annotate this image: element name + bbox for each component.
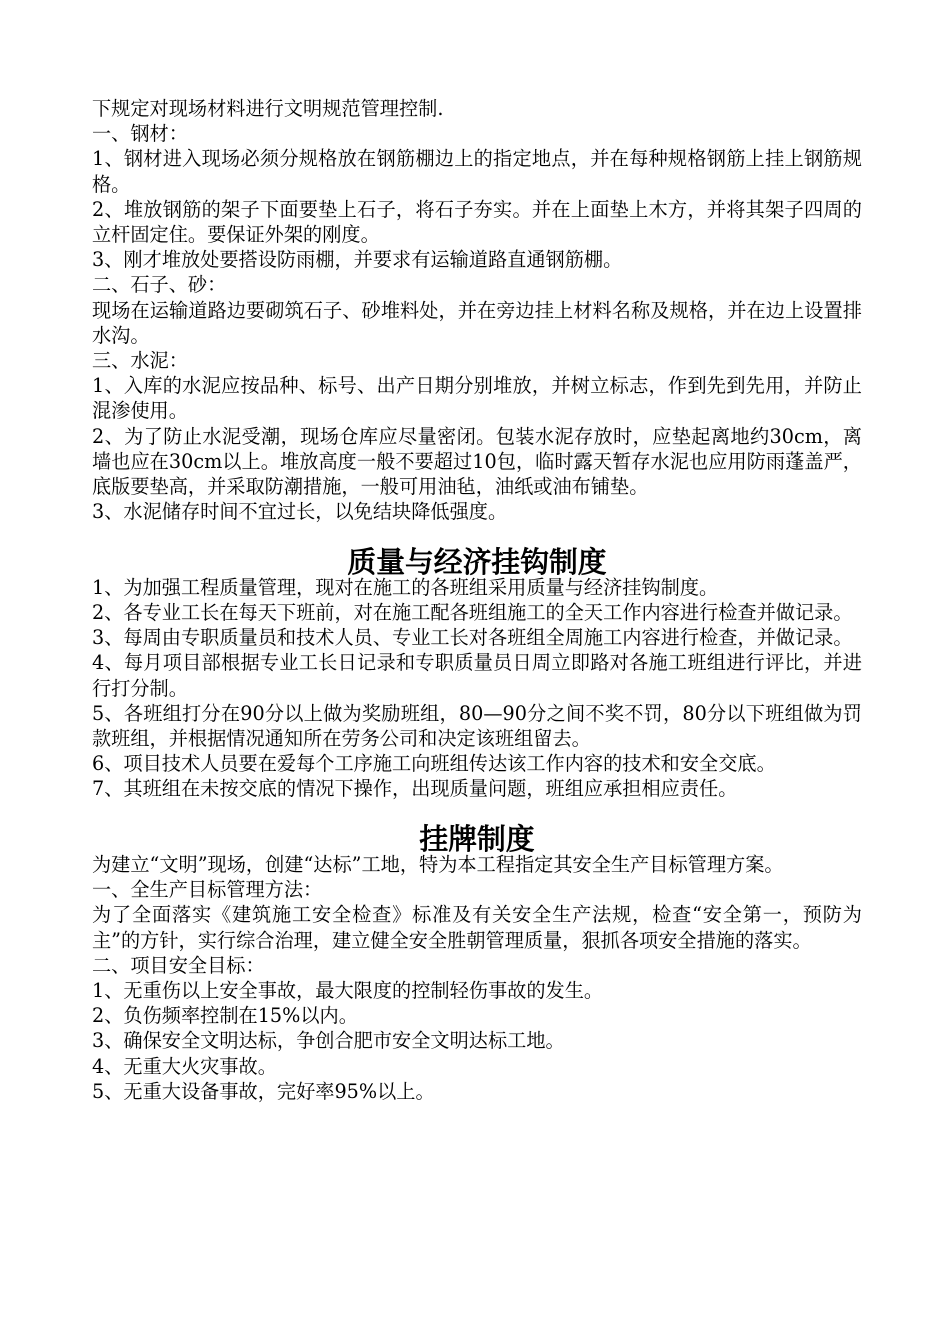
paragraph: 4、每月项目部根据专业工长日记录和专职质量员日周立即路对各施工班组进行评比，并进行打分制。	[92, 651, 862, 700]
management-method-heading: 一、全生产目标管理方法：	[92, 878, 323, 902]
quality-section-title: 质量与经济挂钩制度	[347, 544, 607, 579]
signage-section-title: 挂牌制度	[419, 821, 535, 856]
paragraph: 5、无重大设备事故，完好率95%以上。	[92, 1079, 435, 1103]
stone-sand-heading: 二、石子、砂：	[92, 273, 227, 297]
paragraph: 为建立“文明”现场，创建“达标”工地，特为本工程指定其安全生产目标管理方案。	[92, 853, 784, 877]
document-page	[92, 96, 862, 1104]
paragraph: 3、确保安全文明达标，争创合肥市安全文明达标工地。	[92, 1029, 565, 1053]
paragraph: 7、其班组在未按交底的情况下操作，出现质量问题，班组应承担相应责任。	[92, 777, 738, 801]
paragraph: 2、为了防止水泥受潮，现场仓库应尽量密闭。包装水泥存放时，应垫起离地约30cm，离墙也应在30cm以上。堆放高度一般不要超过10包，临时露天暂存水泥也应用防雨蓬盖严，底版要垫高，并采取防潮措施，一般可用油毡，油纸或油布铺垫。	[92, 424, 862, 499]
steel-heading: 一、钢材：	[92, 122, 188, 146]
cement-heading: 三、水泥：	[92, 349, 188, 373]
paragraph: 1、无重伤以上安全事故，最大限度的控制轻伤事故的发生。	[92, 979, 604, 1003]
paragraph: 3、水泥储存时间不宜过长，以免结块降低强度。	[92, 500, 508, 524]
paragraph: 2、堆放钢筋的架子下面要垫上石子，将石子夯实。并在上面垫上木方，并将其架子四周的立杆固定住。要保证外架的刚度。	[92, 197, 862, 247]
paragraph: 为了全面落实《建筑施工安全检查》标准及有关安全生产法规，检查“安全第一，预防为主”的方针，实行综合治理，建立健全安全胜朝管理质量，狠抓各项安全措施的落实。	[92, 903, 862, 952]
paragraph: 1、入库的水泥应按品种、标号、出产日期分别堆放，并树立标志，作到先到先用，并防止混渗使用。	[92, 374, 862, 423]
paragraph: 2、负伤频率控制在15%以内。	[92, 1004, 358, 1028]
paragraph: 3、每周由专职质量员和技术人员、专业工长对各班组全周施工内容进行检查，并做记录。	[92, 626, 853, 650]
paragraph: 4、无重大火灾事故。	[92, 1054, 277, 1078]
paragraph: 3、刚才堆放处要搭设防雨棚，并要求有运输道路直通钢筋棚。	[92, 248, 623, 272]
paragraph: 5、各班组打分在90分以上做为奖励班组，80—90分之间不奖不罚，80分以下班组做为罚款班组，并根据情况通知所在劳务公司和决定该班组留去。	[92, 701, 862, 751]
paragraph: 2、各专业工长在每天下班前，对在施工配各班组施工的全天工作内容进行检查并做记录。	[92, 601, 853, 625]
safety-goals-heading: 二、项目安全目标：	[92, 953, 265, 977]
paragraph: 现场在运输道路边要砌筑石子、砂堆料处，并在旁边挂上材料名称及规格，并在边上设置排水沟。	[92, 298, 862, 347]
paragraph: 6、项目技术人员要在爱每个工序施工向班组传达该工作内容的技术和安全交底。	[92, 752, 776, 776]
intro-line: 下规定对现场材料进行文明规范管理控制.	[92, 97, 444, 120]
paragraph: 1、为加强工程质量管理，现对在施工的各班组采用质量与经济挂钩制度。	[92, 575, 719, 599]
paragraph: 1、钢材进入现场必须分规格放在钢筋棚边上的指定地点，并在每种规格钢筋上挂上钢筋规格。	[92, 147, 862, 196]
